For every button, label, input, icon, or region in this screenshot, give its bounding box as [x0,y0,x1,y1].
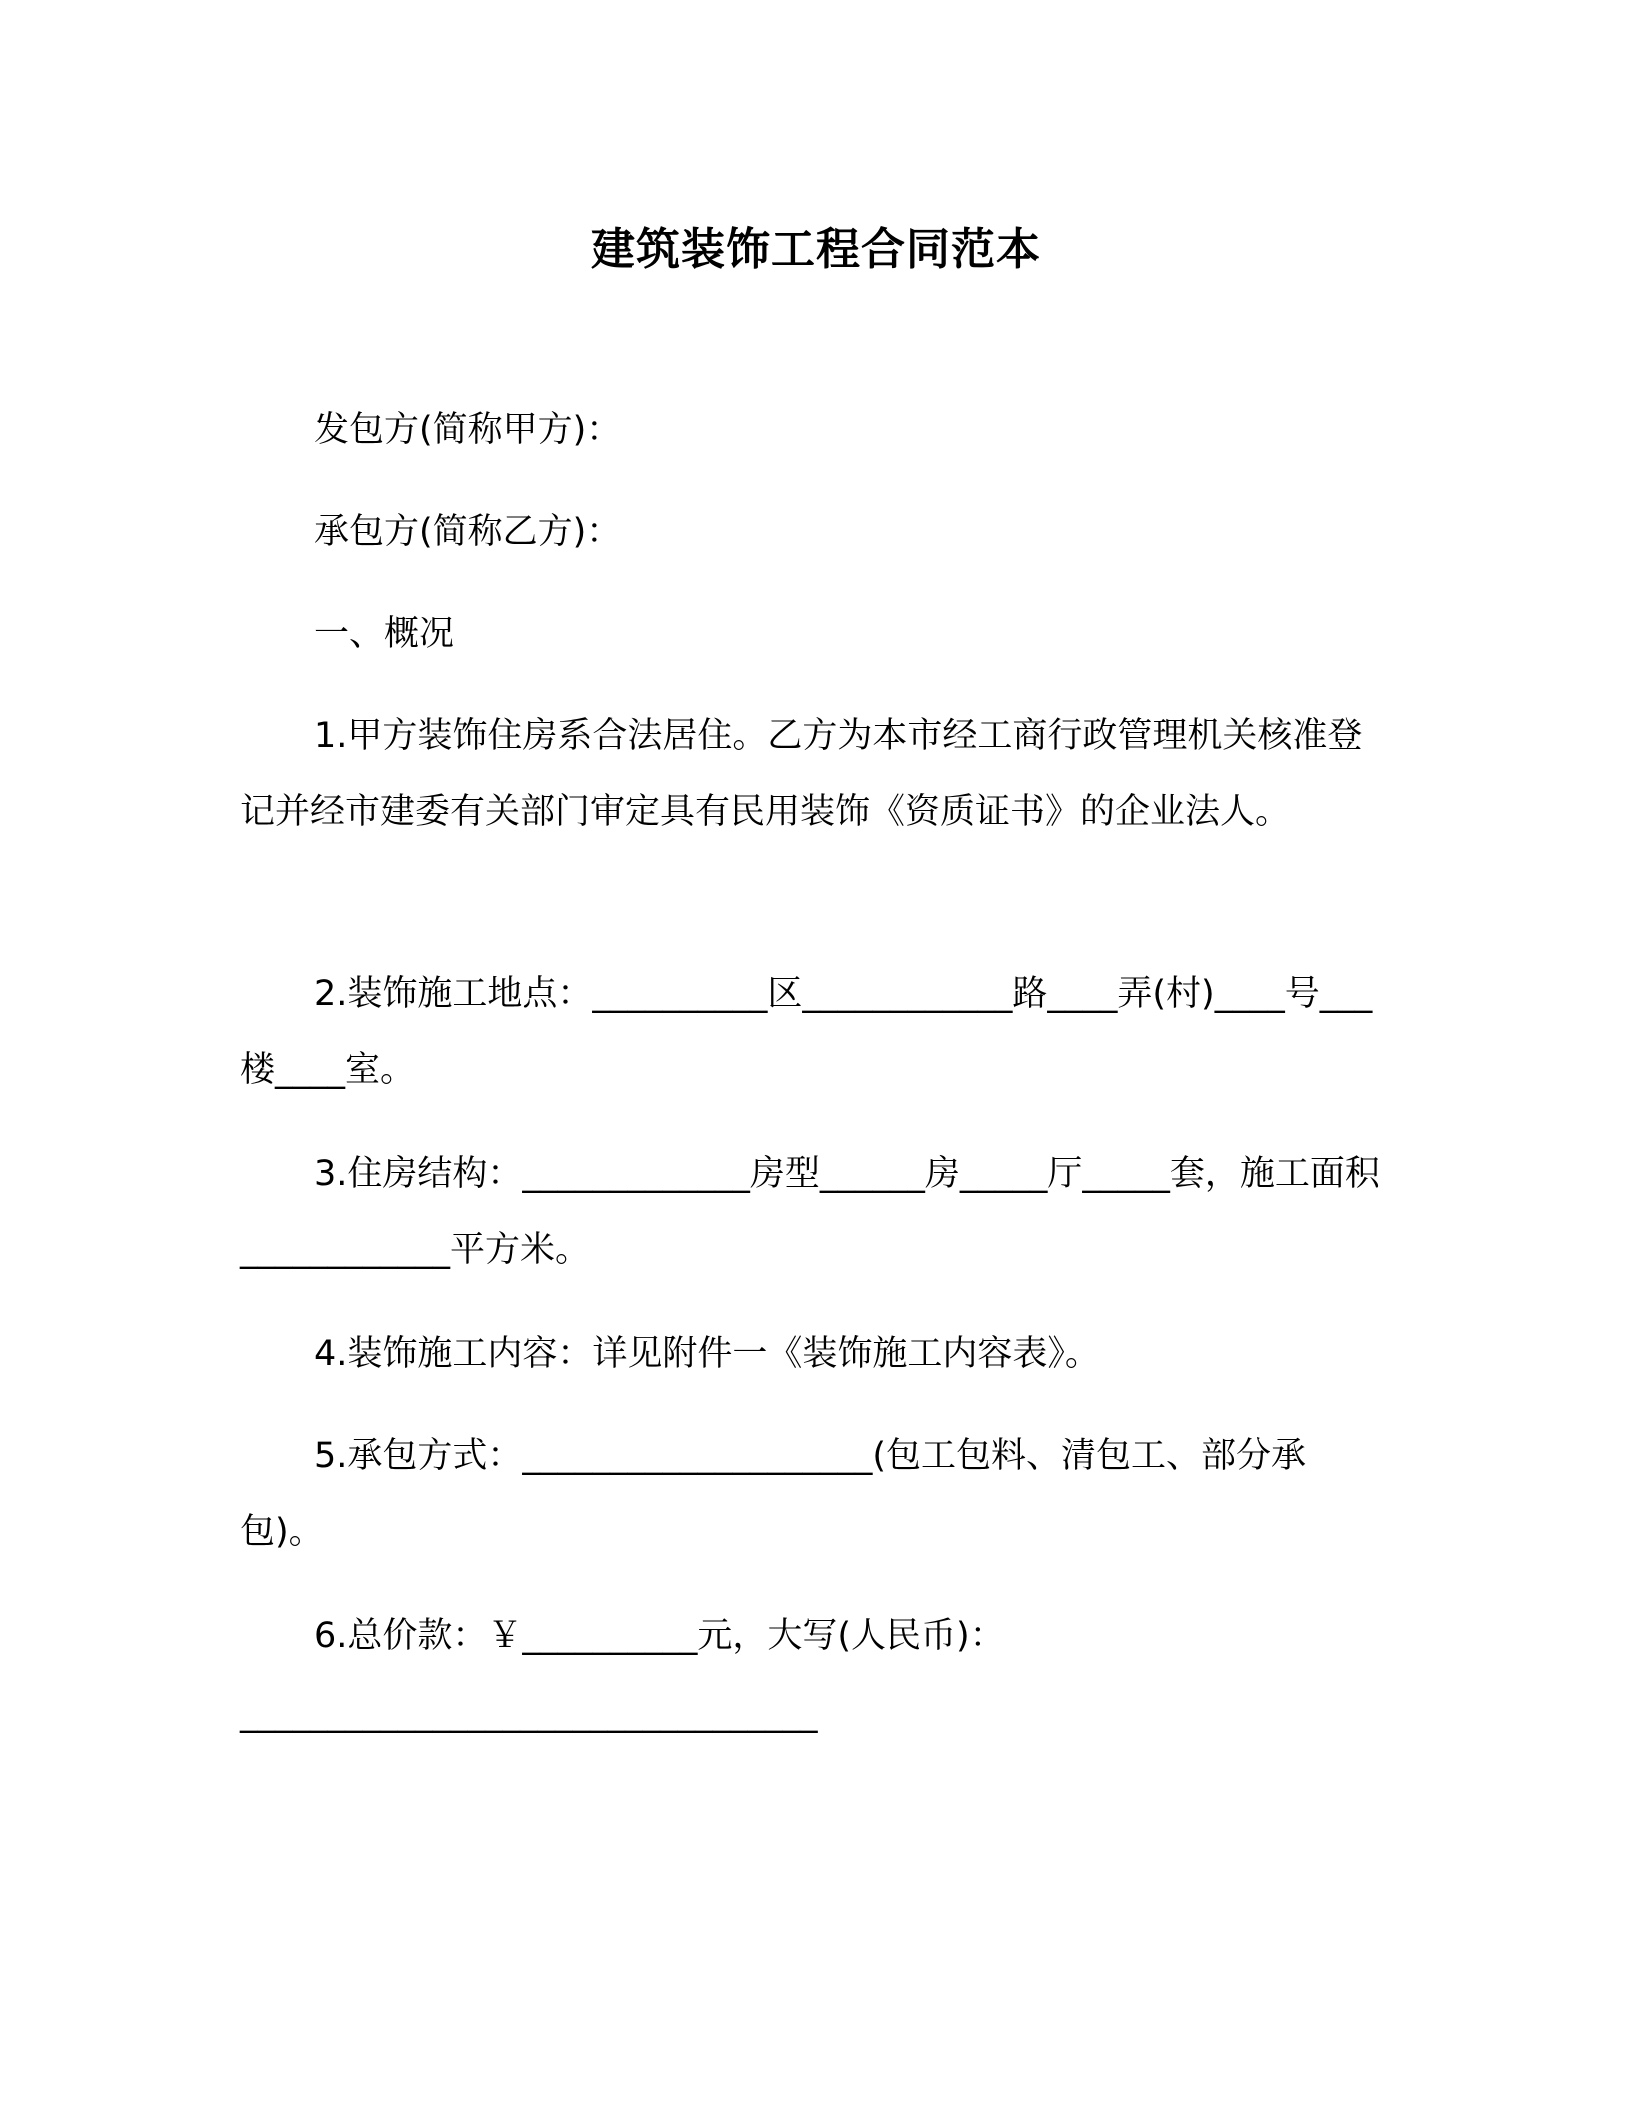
clause-2: 2.装饰施工地点：__________区____________路____弄(村)____号___楼____室。 [240,974,1373,1090]
party-a-line: 发包方(简称甲方)： [314,410,622,450]
clause-6: 6.总价款：￥__________元，大写(人民币)： [314,1616,1005,1656]
clause-5: 5.承包方式：____________________(包工包料、清包工、部分承包)。 [240,1436,1307,1552]
document-title: 建筑装饰工程合同范本 [591,224,1041,275]
section-heading: 一、概况 [314,614,455,654]
clause-3: 3.住房结构：_____________房型______房_____厅_____套，施工面积____________平方米。 [240,1154,1380,1270]
clause-1: 1.甲方装饰住房系合法居住。乙方为本市经工商行政管理机关核准登记并经市建委有关部门审定具有民用装饰《资质证书》的企业法人。 [240,716,1363,832]
party-b-line: 承包方(简称乙方)： [314,512,622,552]
amount-blank-line: _________________________________ [240,1694,818,1734]
clause-4: 4.装饰施工内容：详见附件一《装饰施工内容表》。 [314,1334,1100,1374]
